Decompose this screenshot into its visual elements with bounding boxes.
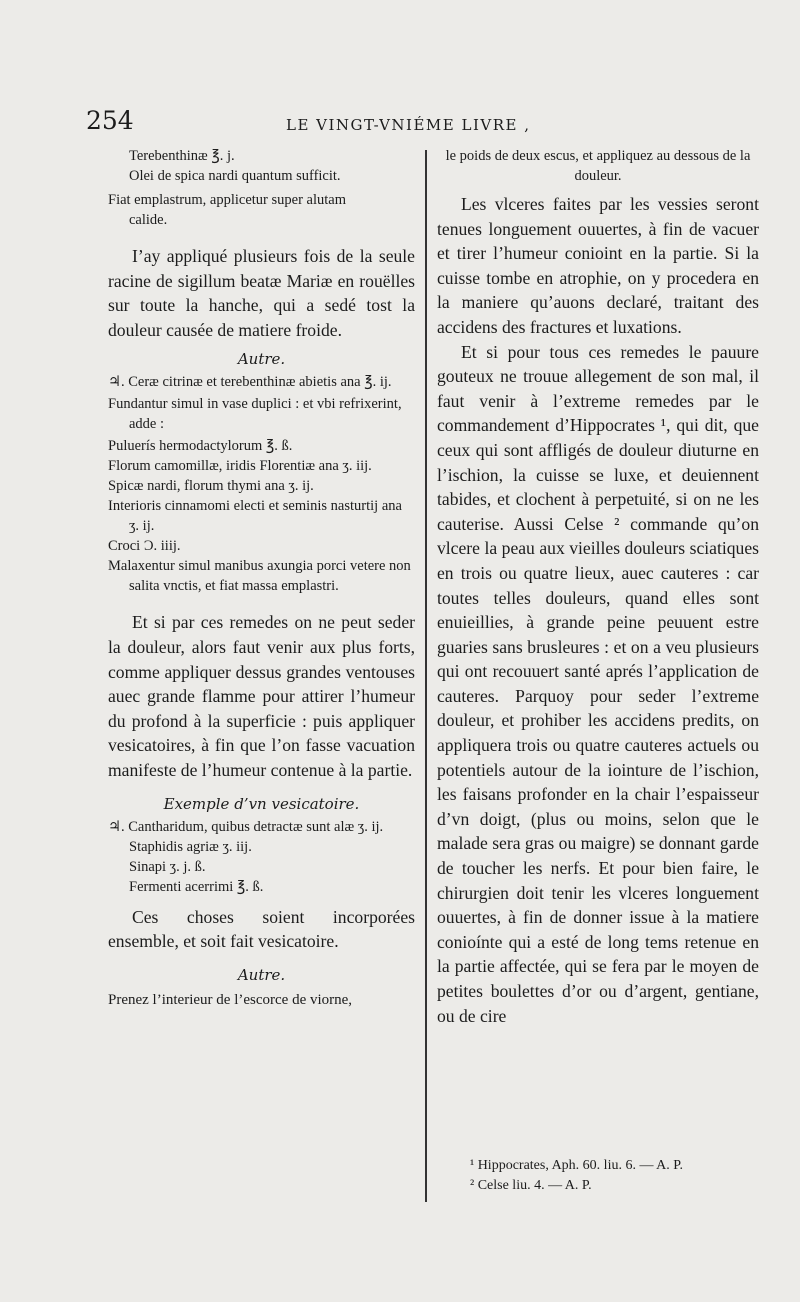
left-column xyxy=(108,146,415,1010)
section-heading: Autre. xyxy=(237,965,286,984)
section-heading: Exemple d’vn vesicatoire. xyxy=(163,794,360,813)
recipe-line: Staphidis agriæ ʒ. iij. xyxy=(129,838,252,855)
page-header xyxy=(86,106,740,138)
recipe-line: Spicæ nardi, florum thymi ana ʒ. ij. xyxy=(108,478,314,495)
right-column xyxy=(437,146,759,1028)
recipe-line: Fermenti acerrimi ℥. ß. xyxy=(129,878,264,895)
paragraph: Ces choses soient incorporées ensemble, et soit fait vesicatoire. xyxy=(108,906,415,952)
section-heading: Autre. xyxy=(237,350,286,369)
paragraph: le poids de deux escus, et appliquez au dessous de la douleur. xyxy=(445,148,751,184)
recipe-line: ♃. Ceræ citrinæ et terebenthinæ abietis ana ℥. ij. xyxy=(108,374,392,391)
recipe-line: Florum camomillæ, iridis Florentiæ ana ʒ. iij. xyxy=(108,458,372,475)
paragraph: I’ay appliqué plusieurs fois de la seule racine de sigillum beatæ Mariæ en rouëlles sur toute la hanche, qui a sedé tost la douleur causée de matiere froide. xyxy=(108,246,415,340)
page-number: 254 xyxy=(86,106,134,135)
footnote: ² Celse liu. 4. — A. P. xyxy=(470,1178,592,1193)
recipe-line: Fundantur simul in vase duplici : et vbi refrixerint, adde : xyxy=(108,396,402,433)
recipe-line: Puluerís hermodactylorum ℥. ß. xyxy=(108,438,293,455)
recipe-line: Terebenthinæ ℥. j. xyxy=(129,148,235,164)
paragraph: Et si pour tous ces remedes le pauure gouteux ne trouue allegement de son mal, il faut venir à l’extreme remedes par le commandement d’Hippocrates ¹, qui dit, que ceux qui sont affligés de douleur diuturne en l’ischion, la cuisse se luxe, et deuiennent tabides, et clochent à perpetuité, si on ne les cauterise. Aussi Celse ² commande qu’on vlcere la peau aux vieilles douleurs sciatiques en trois ou quatre lieux, auec cauteres : car toutes telles douleurs, quand elles sont enuieillies, à grande peine peuuent estre guaries sans brusleures : et on a veu plusieurs qui ont recouuert santé aprés l’application de cauteres. Parquoy pour seder l’extreme douleur, et prohiber les accidens predits, on appliquera trois ou quatre cauteres actuels ou potentiels autour de la iointure de l’ischion, les faisans profonder en la chair l’espaisseur d’vn doigt, (plus ou moins, selon que le malade sera gras ou maigre) se donnant garde de toucher les nerfs. Et pour bien faire, le chirurgien doit tenir les vlceres longuement ouuertes, à fin de donner issue à la matiere conioínte qui a esté de long tems retenue en la partie affectée, qui se fera par le moyen de petites boulettes d’or ou d’argent, gentiane, ou de cire xyxy=(437,341,759,1026)
paragraph: Prenez l’interieur de l’escorce de viorne, xyxy=(108,991,353,1008)
recipe-line: Interioris cinnamomi electi et seminis nasturtij ana ʒ. ij. xyxy=(108,498,402,535)
running-title: LE VINGT-VNIÉME LIVRE , xyxy=(286,116,531,134)
recipe-line: calide. xyxy=(129,212,168,228)
recipe-line: Malaxentur simul manibus axungia porci vetere non salita vnctis, et fiat massa emplastri. xyxy=(108,558,411,595)
recipe-line: Olei de spica nardi quantum sufficit. xyxy=(129,168,341,184)
footnote: ¹ Hippocrates, Aph. 60. liu. 6. — A. P. xyxy=(470,1158,684,1173)
recipe-line: Sinapi ʒ. j. ß. xyxy=(129,858,206,875)
paragraph: Les vlceres faites par les vessies seront tenues longuement ouuertes, à fin de vacuer et tirer l’humeur conioint en la partie. Si la cuisse tombe en atrophie, on y procedera en la maniere qu’auons declaré, traitant des accidens des fractures et luxations. xyxy=(437,194,759,337)
recipe-line: Croci Ɔ. iiij. xyxy=(108,538,181,555)
paragraph: Et si par ces remedes on ne peut seder la douleur, alors faut venir aux plus forts, comme appliquer dessus grandes ventouses auec grande flamme pour attirer l’humeur du profond à la superficie : puis appliquer vesicatoires, à fin que l’on fasse vacuation manifeste de l’humeur contenue à la partie. xyxy=(108,612,415,780)
recipe-line: Fiat emplastrum, applicetur super alutam xyxy=(108,192,346,208)
recipe-line: ♃. Cantharidum, quibus detractæ sunt alæ ʒ. ij. xyxy=(108,818,384,835)
footnotes xyxy=(470,1156,780,1196)
column-rule xyxy=(425,150,427,1202)
